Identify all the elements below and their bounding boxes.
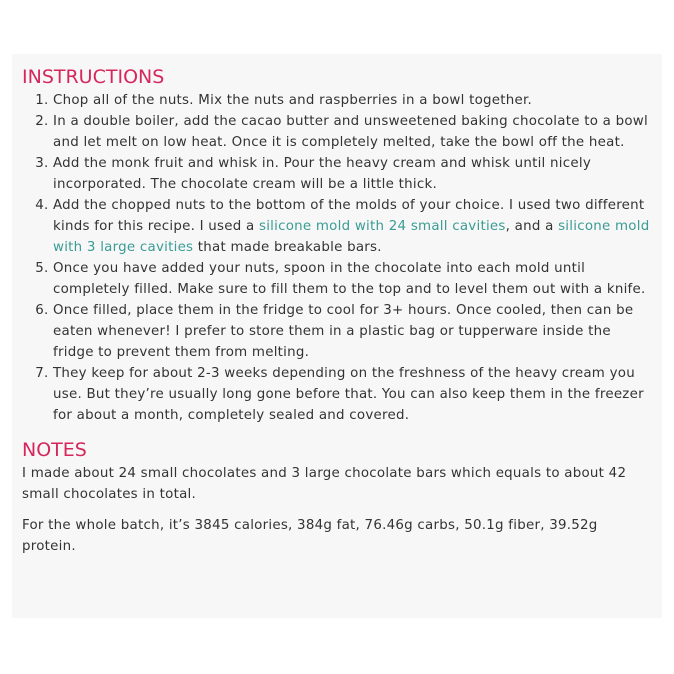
instructions-heading: INSTRUCTIONS (22, 66, 165, 88)
instruction-step-4-text-b: , and a (505, 219, 559, 234)
small-mold-link[interactable]: silicone mold with 24 small cavities (258, 219, 506, 234)
instruction-step-4-text-a: Add the chopped nuts to the bottom of the molds of your choice. I used two different kinds for this recipe. I used a (53, 198, 645, 234)
recipe-instructions-card (12, 54, 662, 618)
instruction-step-4 (53, 195, 652, 258)
note-paragraph-2: For the whole batch, it’s 3845 calories, 384g fat, 76.46g carbs, 50.1g fiber, 39.52g protein. (22, 518, 598, 554)
note-paragraph-1: I made about 24 small chocolates and 3 large chocolate bars which equals to about 42 small chocolates in total. (22, 466, 627, 502)
notes-heading: NOTES (22, 439, 87, 461)
instruction-step-2: 2. In a double boiler, add the cacao butter and unsweetened baking chocolate to a bowl and let melt on low heat. Once it is completely melted, take the bowl off the heat. (53, 111, 652, 153)
instruction-step-5: 5. Once you have added your nuts, spoon in the chocolate into each mold until completely filled. Make sure to fill them to the top and to level them out with a knife. (53, 258, 652, 300)
instruction-step-7: 7. They keep for about 2-3 weeks depending on the freshness of the heavy cream you use. But they’re usually long gone before that. You can also keep them in the freezer for about a month, completely sealed and covered. (53, 363, 652, 426)
instruction-step-6: 6. Once filled, place them in the fridge to cool for 3+ hours. Once cooled, then can be eaten whenever! I prefer to store them in a plastic bag or tupperware inside the fridge to prevent them from melting. (53, 300, 652, 363)
instruction-step-3: 3. Add the monk fruit and whisk in. Pour the heavy cream and whisk until nicely incorporated. The chocolate cream will be a little thick. (53, 153, 652, 195)
large-mold-link[interactable]: silicone mold with 3 large cavities (53, 219, 650, 255)
instructions-list (22, 90, 652, 426)
instruction-step-1: 1. Chop all of the nuts. Mix the nuts and raspberries in a bowl together. (53, 90, 652, 111)
instruction-step-4-text-c: that made breakable bars. (193, 240, 382, 255)
